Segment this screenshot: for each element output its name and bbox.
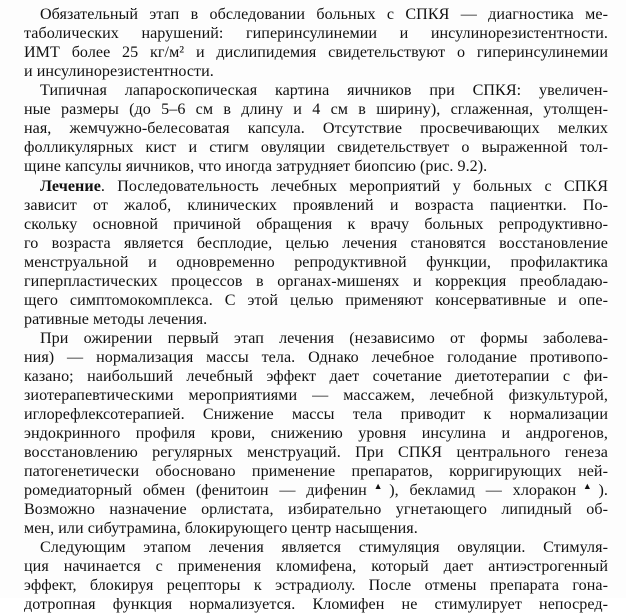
section-heading: Лечение bbox=[40, 178, 101, 195]
text-line: При ожирении первый этап лечения (независимо от формы заболева- bbox=[40, 330, 608, 347]
text-line-content: ИМТ более 25 кг/м² и дислипидемия свидетельствуют о гиперинсулинемии bbox=[24, 44, 608, 61]
text-line-content: ). bbox=[598, 482, 608, 499]
text-line: ративные методы лечения. bbox=[24, 311, 208, 328]
text-line: скольку основной причиной обращения к врачу больных репродуктивно- bbox=[24, 216, 608, 233]
text-line bbox=[24, 481, 608, 500]
text-line: эндокринного профиля крови, снижению уровня инсулина и андрогенов, bbox=[24, 425, 608, 442]
text-line: менструальной и одновременно репродуктивной функции, профилактика bbox=[24, 254, 608, 271]
text-line-content: . Последовательность лечебных мероприятий у больных с СПКЯ bbox=[100, 178, 608, 195]
text-line: дотропная функция нормализуется. Кломифен не стимулирует непосред- bbox=[24, 596, 608, 613]
text-line: ция начинается с применения кломифена, который дает антиэстрогенный bbox=[24, 558, 608, 575]
text-line: таболических нарушений: гиперинсулинемии и инсулинорезистентности. bbox=[24, 25, 608, 42]
text-line: Обязательный этап в обследовании больных с СПКЯ — диагностика ме- bbox=[40, 6, 608, 23]
text-line: восстановлению регулярных менструаций. При СПКЯ центрального генеза bbox=[24, 444, 608, 461]
text-line: зависит от жалоб, клинических проявлений и возраста пациентки. По- bbox=[24, 197, 608, 214]
text-line: казано; наибольший лечебный эффект дает сочетание диетотерапии с фи- bbox=[24, 368, 608, 385]
text-line: фолликулярных кист и стигм овуляции свидетельствует о выраженной тол- bbox=[24, 139, 608, 156]
text-line-content: ромедиаторный обмен (фенитоин — дифенин bbox=[24, 482, 367, 499]
text-line: Типичная лапароскопическая картина яичников при СПКЯ: увеличен- bbox=[40, 82, 608, 99]
text-line: гиперпластических процессов в органах-мишенях и коррекция преобладаю- bbox=[24, 273, 608, 290]
text-line: Следующим этапом лечения является стимуляция овуляции. Стимуля- bbox=[40, 539, 608, 556]
text-line: иглорефлексотерапией. Снижение массы тела приводит к нормализации bbox=[24, 406, 608, 423]
text-line: эффект, блокируя рецепторы к эстрадиолу. После отмены препарата гона- bbox=[24, 577, 608, 594]
text-line: ные размеры (до 5–6 см в длину и 4 см в ширину), сглаженная, утолщен- bbox=[24, 101, 608, 118]
text-line: ния) — нормализация массы тела. Однако лечебное голодание противопо- bbox=[24, 349, 608, 366]
text-line: Возможно назначение орлистата, избирательно угнетающего липидный об- bbox=[24, 501, 608, 518]
text-line: зиотерапевтическими мероприятиями — массажем, лечебной физкультурой, bbox=[24, 387, 608, 404]
text-line: мен, или сибутрамина, блокирующего центр насыщения. bbox=[24, 520, 418, 537]
text-line: ная, жемчужно-белесоватая капсула. Отсутствие просвечивающих мелких bbox=[24, 120, 608, 137]
text-line-content: ), бекламид — хлоракон bbox=[389, 482, 577, 499]
trademark-mark: ▲ bbox=[366, 481, 390, 491]
text-line bbox=[24, 43, 608, 62]
text-line: патогенетически обосновано применение препаратов, корригирующих ней- bbox=[24, 463, 608, 480]
trademark-mark: ▲ bbox=[576, 481, 599, 491]
text-line: го возраста является бесплодие, целью лечения становятся восстановление bbox=[24, 235, 608, 252]
text-line: щине капсулы яичников, что иногда затрудняет биопсию (рис. 9.2). bbox=[24, 158, 488, 175]
text-line: щего симптомокомплекса. С этой целью применяют консервативные и опе- bbox=[24, 292, 608, 309]
text-line bbox=[40, 177, 608, 196]
text-line: и инсулинорезистентности. bbox=[24, 63, 214, 80]
